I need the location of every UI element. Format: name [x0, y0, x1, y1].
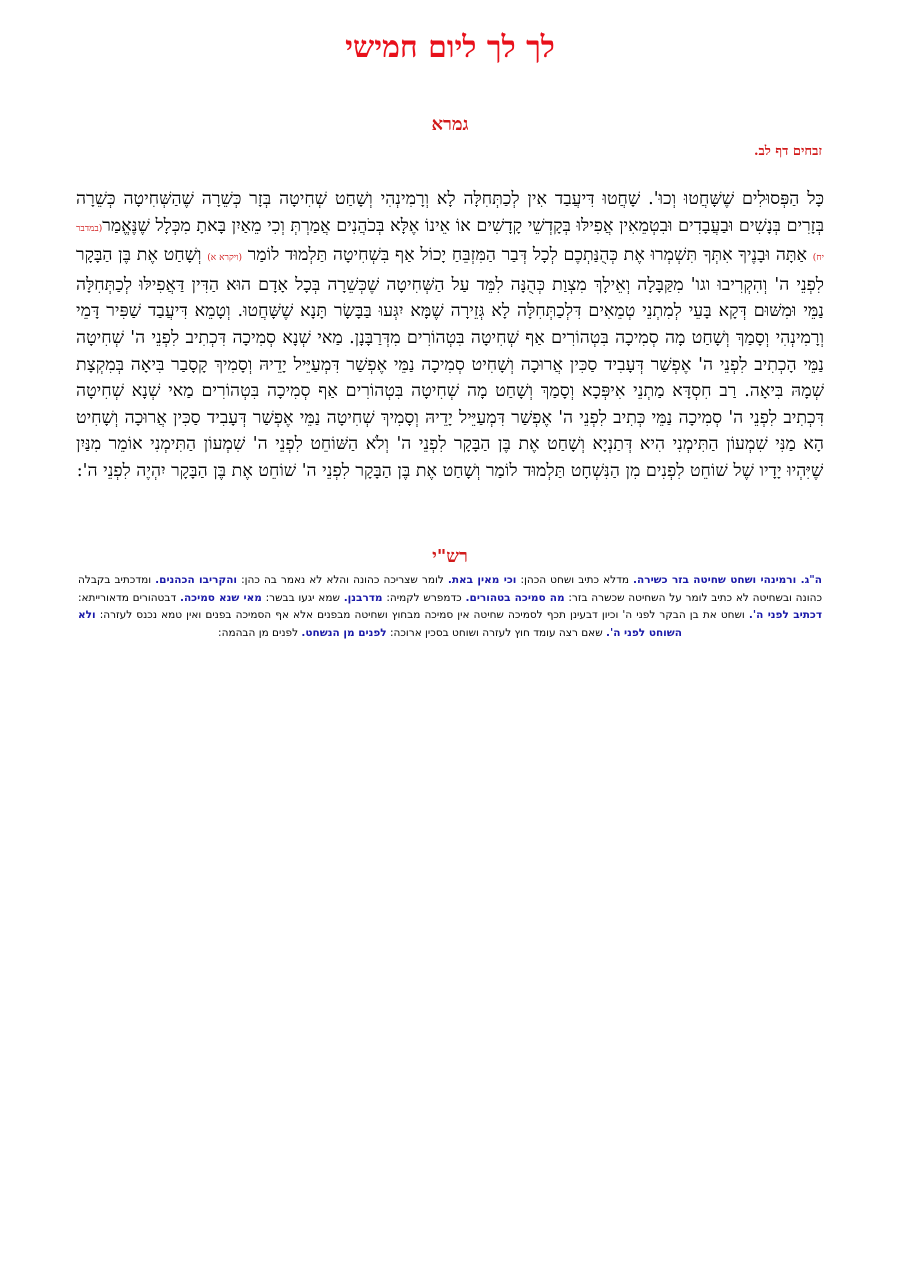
text-segment: שאם רצה עומד חוץ לעזרה ושוחט בסכין ארוכה: — [386, 626, 606, 639]
verse-reference: (ויקרא א) — [207, 253, 242, 264]
dibur-hamatchil: וכי מאין באת. — [447, 574, 517, 586]
dibur-hamatchil: ה"ג. ורמינהי ושחט שחיטה בזר כשירה. — [633, 574, 822, 586]
rashi-text — [78, 572, 822, 642]
text-segment: ושחט את בן הבקר לפני ה' וכיון דבעינן תכף לסמיכה שחיטה אין סמיכה מבחוץ ושחיטה מבפנים אלא אף הסמיכה בפנים ואין טמא נכנס לעזרה: — [95, 609, 749, 621]
dibur-hamatchil: לפנים מן הנשחט. — [301, 626, 387, 639]
text-segment: לפנים מן הבהמה: — [218, 626, 302, 639]
text-segment: דבטהורים מדאורייתא: — [78, 591, 180, 604]
dibur-hamatchil: והקריבו הכהנים. — [155, 574, 238, 586]
text-segment: לומר שצריכה כהונה והלא לא נאמר בה כהן: — [237, 574, 448, 586]
dibur-hamatchil: מדרבנן. — [343, 591, 383, 604]
text-segment: מדלא כתיב ושחט הכהן: — [516, 574, 634, 586]
text-segment: אַתָּה וּבָנֶיךָ אִתְּךָ תִּשְׁמְרוּ אֶת כְּהֻנַּתְכֶם לְכָל דְּבַר הַמִּזְבֵּחַ יָכוֹל אַף בִּשְׁחִיטָה תַּלְמוּד לוֹמַר — [241, 245, 813, 266]
text-segment: כדמפרש לקמיה: — [382, 591, 466, 604]
dibur-hamatchil: מה סמיכה בטהורים. — [465, 591, 565, 604]
page-title: לך לך ליום חמישי — [345, 30, 555, 65]
rashi-heading: רש"י — [432, 546, 468, 567]
verse-reference: (במדבר יח) — [76, 223, 824, 264]
text-segment: שמא יגעו בבשר: — [261, 591, 344, 604]
dibur-hamatchil: דכתיב לפני ה'. — [748, 609, 822, 621]
dibur-hamatchil: מאי שנא סמיכה. — [179, 591, 262, 604]
source-reference: זבחים דף לב. — [753, 144, 822, 159]
dibur-hamatchil: ולא השוחט לפני ה'. — [78, 609, 682, 639]
text-segment: כָּל הַפְּסוּלִים שֶׁשָּׁחֲטוּ וְכוּ'. שָׁחֲטוּ דִּיעֲבַד אִין לְכַתְּחִלָּה לָא וְרָמִינְהִי וְשָׁחַט שְׁחִיטָה בְּזָר כְּשֵׁרָה שֶׁהַשְּׁחִיטָה כְּשֵׁרָה בְּזָרִים בְּנָשִׁים וּבַעֲבָדִים וּבִטְמֵאִין אֲפִילּוּ בְּקָדְשֵׁי קָדָשִׁים אוֹ אֵינוֹ אֶלָּא בְּכֹהֲנִים אֲמַרְתְּ וְכִי מֵאַיִן בָּאתָ מִכְּלָל שֶׁנֶּאֱמַר — [76, 189, 824, 236]
gemara-heading: גמרא — [431, 114, 469, 135]
text-segment: וְשָׁחַט אֶת בֶּן הַבָּקָר לִפְנֵי ה' וְהִקְרִיבוּ וגו' מִקַּבָּלָה וְאֵילָךְ מִצְוַת כְּהֻנָּה לִמֵּד עַל הַשְּׁחִיטָה שֶׁכְּשֵׁרָה בְּכָל אָדָם הוּא הַדִּין דַּאֲפִילּוּ לְכַתְּחִלָּה נַמֵּי וּמִשּׁוּם דְּקָא בָּעֵי לְמִתְנֵי טְמֵאִים דִּלְכַתְּחִלָּה לָא גְּזֵירָה שֶׁמָּא יִגְּעוּ בַּבָּשָׂר תָּנָא שֶׁשָּׁחֲטוּ. וְטָמֵא דִּיעֲבַד שַׁפִּיר דָּמֵי וְרָמִינְהִי וְסָמַךְ וְשָׁחַט מָה סְמִיכָה בִּטְהוֹרִים אַף שְׁחִיטָה בִּטְהוֹרִים מִדְּרַבָּנָן. מַאי שְׁנָא סְמִיכָה דִּכְתִיב לִפְנֵי ה' שְׁחִיטָה נַמֵּי הָכְתִיב לִפְנֵי ה' אֶפְשַׁר דְּעָבִיד סַכִּין אֲרוּכָה וְשָׁחִיט סְמִיכָה נַמֵּי אֶפְשַׁר דִּמְעַיֵּיל יָדֵיהּ וְסָמִיךְ קָסָבַר בִּיאָה בְּמִקְצָת שְׁמָהּ בִּיאָה. רַב חִסְדָּא מַתְנֵי אִיפְּכָא וְסָמַךְ וְשָׁחַט מָה שְׁחִיטָה בִּטְהוֹרִים אַף סְמִיכָה בִּטְהוֹרִים מַאי שְׁנָא שְׁחִיטָה דִּכְתִיב לִפְנֵי ה' סְמִיכָה נַמֵּי כְּתִיב לִפְנֵי ה' אֶפְשַׁר דִּמְעַיֵּיל יָדֵיהּ וְסָמִיךְ שְׁחִיטָה נַמֵּי אֶפְשַׁר דְּעָבִיד סַכִּין אֲרוּכָה וְשָׁחִיט הָא מַנִּי שִׁמְעוֹן הַתִּימְנִי הִיא דְּתַנְיָא וְשָׁחַט אֶת בֶּן הַבָּקָר לִפְנֵי ה' וְלֹא הַשּׁוֹחֵט לִפְנֵי ה' שִׁמְעוֹן הַתִּימְנִי אוֹמֵר מִנַּיִן שֶׁיִּהְיוּ יָדָיו שֶׁל שׁוֹחֵט לִפְנִים מִן הַנִּשְׁחָט תַּלְמוּד לוֹמַר וְשָׁחַט אֶת בֶּן הַבָּקָר לִפְנֵי ה' שׁוֹחֵט אֶת בֶּן הַבָּקָר יִהְיֶה לִפְנֵי ה': — [76, 245, 824, 481]
text-segment: ומדכתיב בקבלה כהונה ובשחיטה לא כתיב לומר על השחיטה שכשרה בזר: — [78, 574, 822, 604]
gemara-text — [76, 186, 824, 485]
